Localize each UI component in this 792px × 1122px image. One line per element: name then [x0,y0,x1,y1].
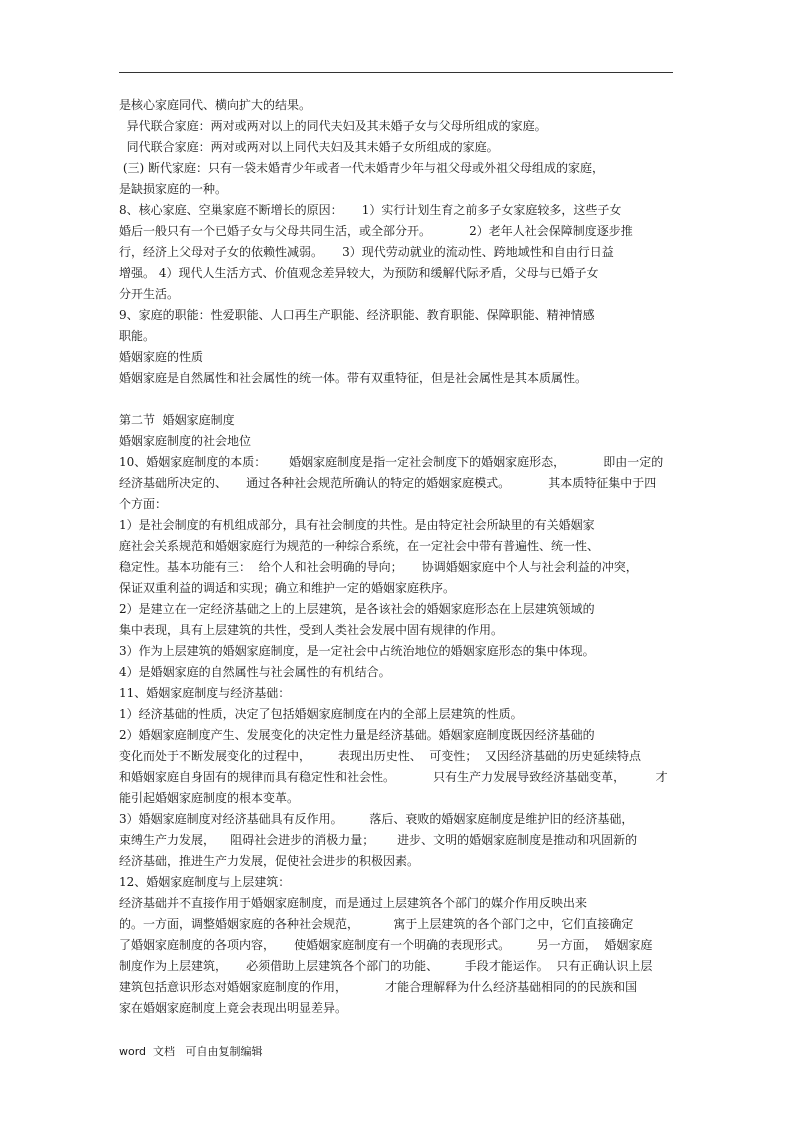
text-line: 职能。 [119,329,156,343]
text-line: 3）作为上层建筑的婚姻家庭制度，是一定社会中占统治地位的婚姻家庭形态的集中体现。 [119,644,595,658]
text-line: 束缚生产力发展， 阻碍社会进步的消极力量； 进步、文明的婚姻家庭制度是推动和巩固新的 [119,833,638,847]
text-line: 是核心家庭同代、横向扩大的结果。 [119,98,312,112]
text-line: 4）是婚姻家庭的自然属性与社会属性的有机结合。 [119,665,391,679]
text-line: 稳定性。基本功能有三： 给个人和社会明确的导向； 协调婚姻家庭中个人与社会利益的冲突， [119,560,638,574]
text-line: 保证双重利益的调适和实现；确立和维护一定的婚姻家庭秩序。 [119,581,456,595]
text-line: 家在婚姻家庭制度上竟会表现出明显差异。 [119,1001,348,1015]
text-line: 异代联合家庭：两对或两对以上的同代夫妇及其未婚子女与父母所组成的家庭。 [119,119,547,133]
text-line: 和婚姻家庭自身固有的规律而具有稳定性和社会性。 只有生产力发展导致经济基础变革， 才 [119,770,668,784]
text-line: 经济基础并不直接作用于婚姻家庭制度，而是通过上层建筑各个部门的媒介作用反映出来 [119,896,588,910]
text-line: 婚姻家庭是自然属性和社会属性的统一体。带有双重特征，但是社会属性是其本质属性。 [119,371,588,385]
text-line: 1）是社会制度的有机组成部分，具有社会制度的共性。是由特定社会所缺里的有关婚姻家 [119,518,595,532]
text-line: 制度作为上层建筑， 必须借助上层建筑各个部门的功能、 手段才能运作。 只有正确认识上层 [119,959,653,973]
text-line: 个方面： [119,497,168,511]
page-footer: word 文档 可自由复制编辑 [119,1045,263,1058]
text-line: 增强。 4）现代人生活方式、价值观念差异较大，为预防和缓解代际矛盾，父母与已婚子女 [119,266,599,280]
text-line: 建筑包括意识形态对婚姻家庭制度的作用， 才能合理解释为什么经济基础相同的的民族和国 [119,980,638,994]
text-line: 8、核心家庭、空巢家庭不断增长的原因： 1）实行计划生育之前多子女家庭较多，这些子女 [119,203,622,217]
text-line: 变化而处于不断发展变化的过程中， 表现出历史性、 可变性； 又因经济基础的历史延续特点 [119,749,641,763]
text-line: 行，经济上父母对子女的依赖性减弱。 3）现代劳动就业的流动性、跨地域性和自由行日益 [119,245,614,259]
text-line: 2）是建立在一定经济基础之上的上层建筑，是各该社会的婚姻家庭形态在上层建筑领域的 [119,602,595,616]
text-line: 分开生活。 [119,287,180,301]
text-line: 的。一方面，调整婚姻家庭的各种社会规范， 寓于上层建筑的各个部门之中，它们直接确定 [119,917,634,931]
text-line: 婚后一般只有一个已婚子女与父母共同生活，或全部分开。 2）老年人社会保障制度逐步推 [119,224,633,238]
header-rule [119,72,673,73]
text-line: (三) 断代家庭：只有一袋未婚青少年或者一代未婚青少年与祖父母或外祖父母组成的家庭， [119,161,604,175]
text-line: 第二节 婚姻家庭制度 [119,413,235,427]
text-line: 经济基础，推进生产力发展，促使社会进步的积极因素。 [119,854,420,868]
text-line [119,389,673,410]
text-line: 3）婚姻家庭制度对经济基础具有反作用。 落后、衰败的婚姻家庭制度是维护旧的经济基础， [119,812,634,826]
text-line: 婚姻家庭的性质 [119,350,204,364]
text-line: 11、婚姻家庭制度与经济基础： [119,686,291,700]
text-line: 1）经济基础的性质，决定了包括婚姻家庭制度在内的全部上层建筑的性质。 [119,707,523,721]
text-line: 是缺损家庭的一种。 [119,182,228,196]
text-line: 10、婚姻家庭制度的本质： 婚姻家庭制度是指一定社会制度下的婚姻家庭形态， 即由一定的 [119,455,664,469]
text-line: 婚姻家庭制度的社会地位 [119,434,252,448]
text-line: 庭社会关系规范和婚姻家庭行为规范的一种综合系统，在一定社会中带有普遍性、统一性、 [119,539,600,553]
text-line: 2）婚姻家庭制度产生、发展变化的决定性力量是经济基础。婚姻家庭制度既因经济基础的 [119,728,595,742]
text-line: 了婚姻家庭制度的各项内容， 使婚姻家庭制度有一个明确的表现形式。 另一方面， 婚姻家庭 [119,938,653,952]
text-line: 集中表现，具有上层建筑的共性，受到人类社会发展中固有规律的作用。 [119,623,504,637]
text-line: 12、婚姻家庭制度与上层建筑： [119,875,291,889]
document-body [119,95,673,1019]
text-line: 能引起婚姻家庭制度的根本变革。 [119,791,300,805]
text-line: 经济基础所决定的、 通过各种社会规范所确认的特定的婚姻家庭模式。 其本质特征集中于四 [119,476,657,490]
text-line: 9、家庭的职能：性爱职能、人口再生产职能、经济职能、教育职能、保障职能、精神情感 [119,308,595,322]
text-line: 同代联合家庭：两对或两对以上同代夫妇及其未婚子女所组成的家庭。 [119,140,499,154]
